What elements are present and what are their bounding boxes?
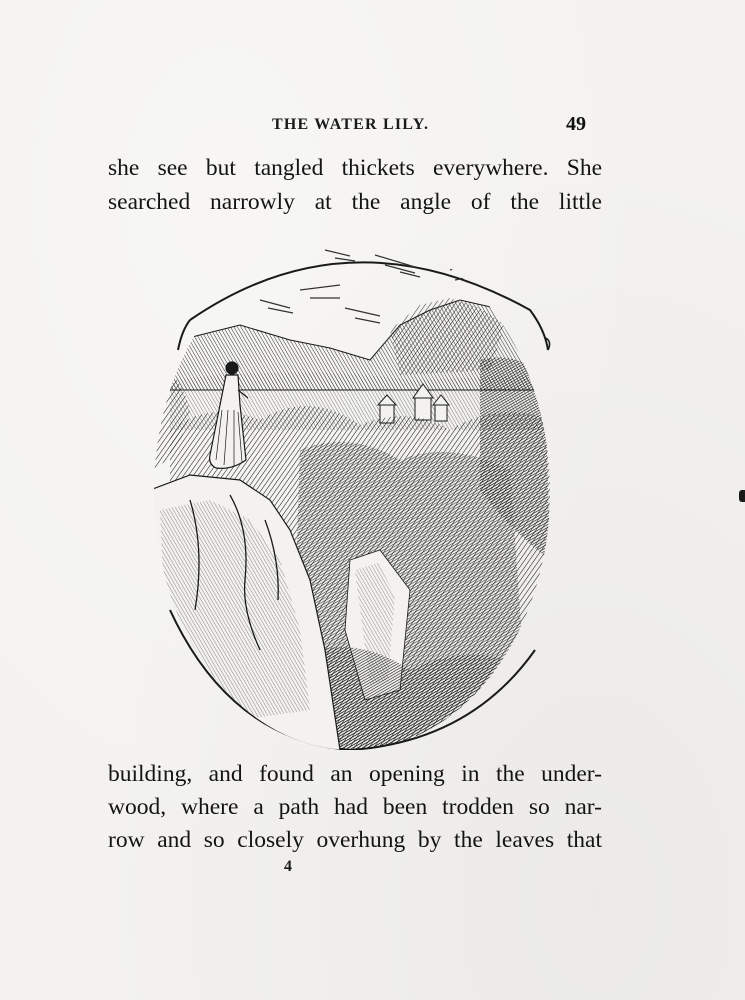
body-line: building, and found an opening in the under-	[108, 761, 602, 787]
body-line: she see but tangled thickets everywhere. She	[108, 155, 602, 181]
page-edge-mark	[739, 490, 745, 502]
landscape-engraving	[150, 230, 560, 750]
body-line: row and so closely overhung by the leaves that	[108, 827, 602, 853]
body-line: searched narrowly at the angle of the little	[108, 189, 602, 215]
signature-mark: 4	[284, 858, 292, 875]
body-line: wood, where a path had been trodden so nar-	[108, 794, 602, 820]
running-head-title: THE WATER LILY.	[272, 116, 430, 133]
page-number: 49	[566, 113, 586, 135]
